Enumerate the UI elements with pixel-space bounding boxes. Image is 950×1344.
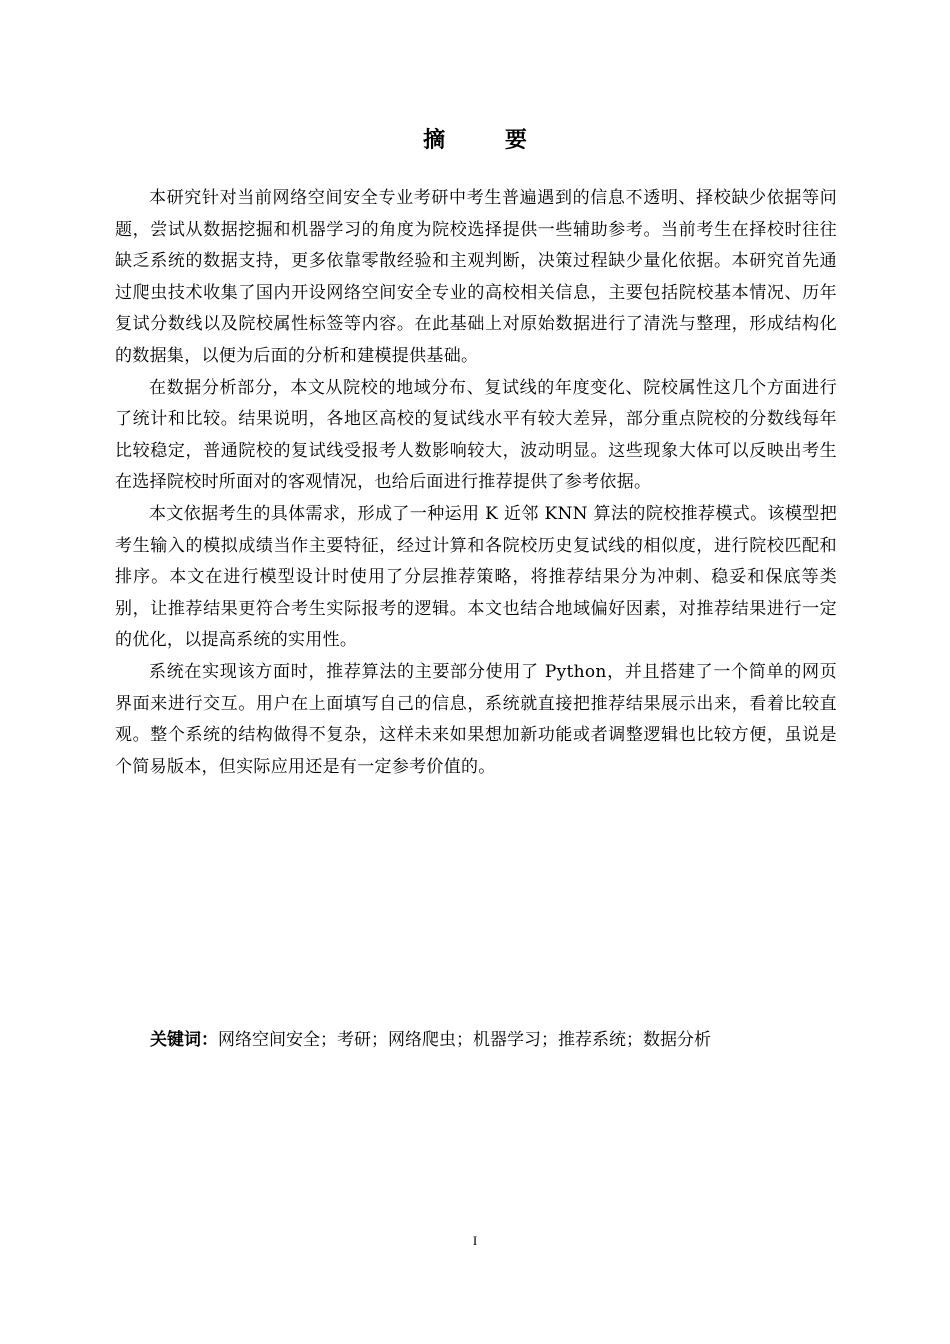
abstract-title: 摘 要	[423, 127, 553, 153]
keywords-list: 网络空间安全；考研；网络爬虫；机器学习；推荐系统；数据分析	[218, 1030, 711, 1050]
abstract-paragraph-2: 在数据分析部分，本文从院校的地域分布、复试线的年度变化、院校属性这几个方面进行了统计和比较。结果说明，各地区高校的复试线水平有较大差异，部分重点院校的分数线每年比较稳定，普通院校的复试线受报考人数影响较大，波动明显。这些现象大体可以反映出考生在选择院校时所面对的客观情况，也给后面进行推荐提供了参考依据。	[115, 377, 837, 493]
abstract-paragraph-4: 系统在实现该方面时，推荐算法的主要部分使用了 Python，并且搭建了一个简单的网页界面来进行交互。用户在上面填写自己的信息，系统就直接把推荐结果展示出来，看着比较直观。整个系统的结构做得不复杂，这样未来如果想加新功能或者调整逻辑也比较方便，虽说是个简易版本，但实际应用还是有一定参考价值的。	[115, 661, 837, 777]
keywords-line	[150, 1024, 850, 1056]
keywords-label: 关键词：	[150, 1030, 218, 1050]
page-number: I	[472, 1233, 478, 1248]
abstract-body	[115, 183, 837, 783]
abstract-paragraph-1: 本研究针对当前网络空间安全专业考研中考生普遍遇到的信息不透明、择校缺少依据等问题，尝试从数据挖掘和机器学习的角度为院校选择提供一些辅助参考。当前考生在择校时往往缺乏系统的数据支持，更多依靠零散经验和主观判断，决策过程缺少量化依据。本研究首先通过爬虫技术收集了国内开设网络空间安全专业的高校相关信息，主要包括院校基本情况、历年复试分数线以及院校属性标签等内容。在此基础上对原始数据进行了清洗与整理，形成结构化的数据集，以便为后面的分析和建模提供基础。	[115, 188, 837, 366]
abstract-paragraph-3: 本文依据考生的具体需求，形成了一种运用 K 近邻 KNN 算法的院校推荐模式。该模型把考生输入的模拟成绩当作主要特征，经过计算和各院校历史复试线的相似度，进行院校匹配和排序。本文在进行模型设计时使用了分层推荐策略，将推荐结果分为冲刺、稳妥和保底等类别，让推荐结果更符合考生实际报考的逻辑。本文也结合地域偏好因素，对推荐结果进行一定的优化，以提高系统的实用性。	[115, 503, 837, 651]
